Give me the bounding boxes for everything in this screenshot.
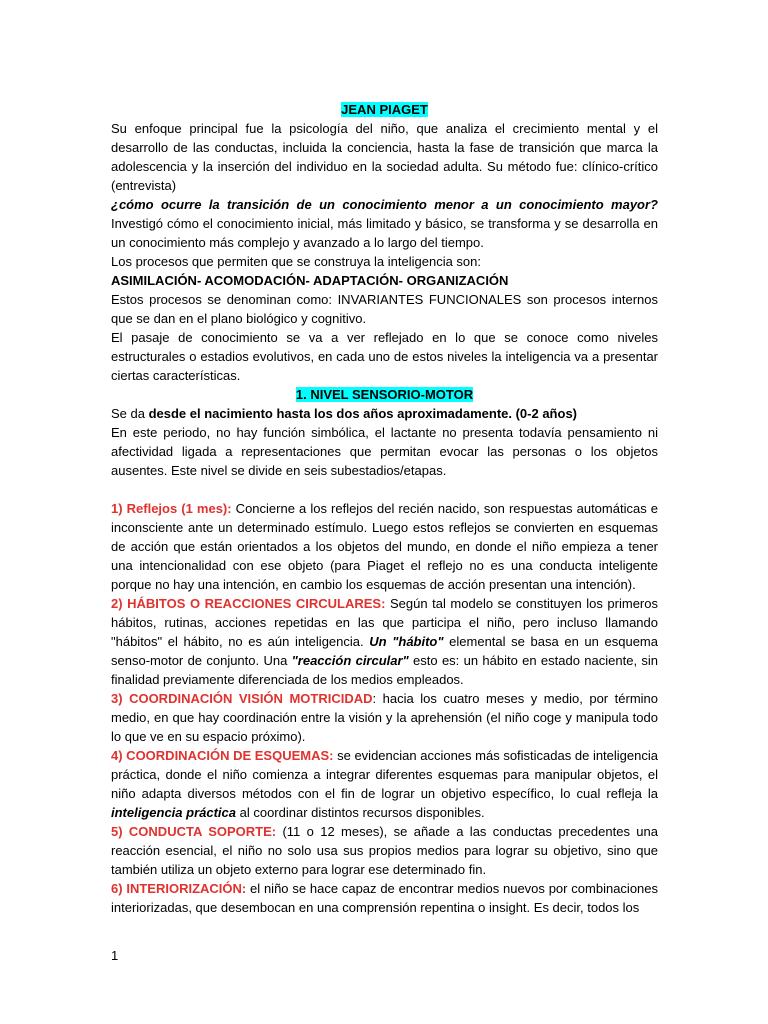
- substage-6-label: 6) INTERIORIZACIÓN:: [111, 881, 247, 896]
- substage-6: [111, 879, 658, 917]
- substage-1-label: 1) Reflejos (1 mes):: [111, 501, 232, 516]
- substage-4-em: inteligencia práctica: [111, 805, 236, 820]
- substage-2-label: 2) HÁBITOS O REACCIONES CIRCULARES:: [111, 596, 386, 611]
- paragraph-intro: Su enfoque principal fue la psicología del niño, que analiza el crecimiento mental y el desarrollo de las conductas, incluida la conciencia, hasta la fase de transición que marca la adolescencia y la inserción del individuo en la sociedad adulta. Su método fue: clínico-crítico (entrevista): [111, 121, 658, 193]
- paragraph-age-range: [111, 404, 658, 423]
- paragraph-question: [111, 195, 658, 252]
- substage-3: [111, 689, 658, 746]
- paragraph-niveles: El pasaje de conocimiento se va a ver reflejado en lo que se conoce como niveles estructurales o estadios evolutivos, en cada uno de estos niveles la inteligencia va a presentar ciertas características.: [111, 330, 658, 383]
- doc-title: JEAN PIAGET: [341, 102, 428, 117]
- substage-1-text: Concierne a los reflejos del recién nacido, son respuestas automáticas e inconsciente ante un determinado estímulo. Luego estos reflejos se convierten en esquemas de acción que están orientados a los objetos del mundo, en donde el niño empieza a tener una intencionalidad con ese objeto (para Piaget el reflejo no es una conducta inteligente porque no hay una intención, en cambio los esquemas de acción presentan una intención).: [111, 501, 659, 592]
- page-number: 1: [111, 948, 119, 963]
- age-range-text: desde el nacimiento hasta los dos años aproximadamente. (0-2 años): [148, 406, 577, 421]
- substage-5-label: 5) CONDUCTA SOPORTE:: [111, 824, 277, 839]
- substage-4: [111, 746, 658, 822]
- paragraph-invariantes: Estos procesos se denominan como: INVARIANTES FUNCIONALES son procesos internos que se dan en el plano biológico y cognitivo.: [111, 292, 658, 326]
- substage-3-label: 3) COORDINACIÓN VISIÓN MOTRICIDAD: [111, 691, 373, 706]
- question-text: ¿cómo ocurre la transición de un conocimiento menor a un conocimiento mayor?: [111, 197, 658, 212]
- age-range-prefix: Se da: [111, 406, 149, 421]
- substage-4-text-a: se evidencian acciones más sofisticadas de inteligencia práctica, donde el niño comienza a integrar diferentes esquemas para manipular objetos, el niño adapta diversos métodos con el fin de lograr un objetivo específico, lo cual refleja la: [111, 748, 658, 801]
- substage-2: [111, 594, 658, 689]
- substage-5: [111, 822, 658, 879]
- substage-1: [111, 499, 658, 594]
- section-title-line: [111, 385, 658, 404]
- substage-2-em-reaccion: "reacción circular": [291, 653, 409, 668]
- paragraph-processes-intro: Los procesos que permiten que se construya la inteligencia son:: [111, 254, 481, 269]
- paragraph-periodo: En este periodo, no hay función simbólica, el lactante no presenta todavía pensamiento ni afectividad ligada a representaciones que permitan evocar las personas o los objetos ausentes. Este nivel se divide en seis subestadios/etapas.: [111, 425, 658, 478]
- substage-2-text-c: esto es: un hábito en estado naciente, sin finalidad previamente diferenciada de los medios empleados.: [111, 653, 658, 687]
- substage-2-text-a: Según tal modelo se constituyen los primeros hábitos, rutinas, acciones repetidas en las que participa el niño, pero incluso llamando "hábitos" el hábito, no es aún inteligencia.: [111, 596, 658, 649]
- blank-line: [111, 480, 658, 499]
- section-title: 1. NIVEL SENSORIO-MOTOR: [295, 387, 474, 402]
- substage-2-em-habito: Un "hábito": [369, 634, 444, 649]
- question-followup: Investigó cómo el conocimiento inicial, más limitado y básico, se transforma y se desarrolla en un conocimiento más complejo y avanzado a lo largo del tiempo.: [111, 216, 658, 250]
- substage-3-text: : hacia los cuatro meses y medio, por término medio, en que hay coordinación entre la visión y la aprehensión (el niño coge y manipula todo lo que ve en su espacio próximo).: [111, 691, 658, 744]
- substage-5-text: (11 o 12 meses), se añade a las conductas precedentes una reacción esencial, el niño no solo usa sus propios medios para lograr su objetivo, sino que también utiliza un objeto externo para lograr ese determinado fin.: [111, 824, 658, 877]
- substage-6-text: el niño se hace capaz de encontrar medios nuevos por combinaciones interiorizadas, que desembocan en una comprensión repentina o insight. Es decir, todos los: [111, 881, 659, 915]
- doc-title-line: [111, 100, 658, 119]
- substage-4-label: 4) COORDINACIÓN DE ESQUEMAS:: [111, 748, 334, 763]
- document-body: [111, 100, 658, 917]
- substage-4-text-b: al coordinar distintos recursos disponibles.: [236, 805, 485, 820]
- substage-2-text-b: elemental se basa en un esquema senso-motor de conjunto. Una: [111, 634, 658, 668]
- processes-list: ASIMILACIÓN- ACOMODACIÓN- ADAPTACIÓN- ORGANIZACIÓN: [111, 273, 509, 288]
